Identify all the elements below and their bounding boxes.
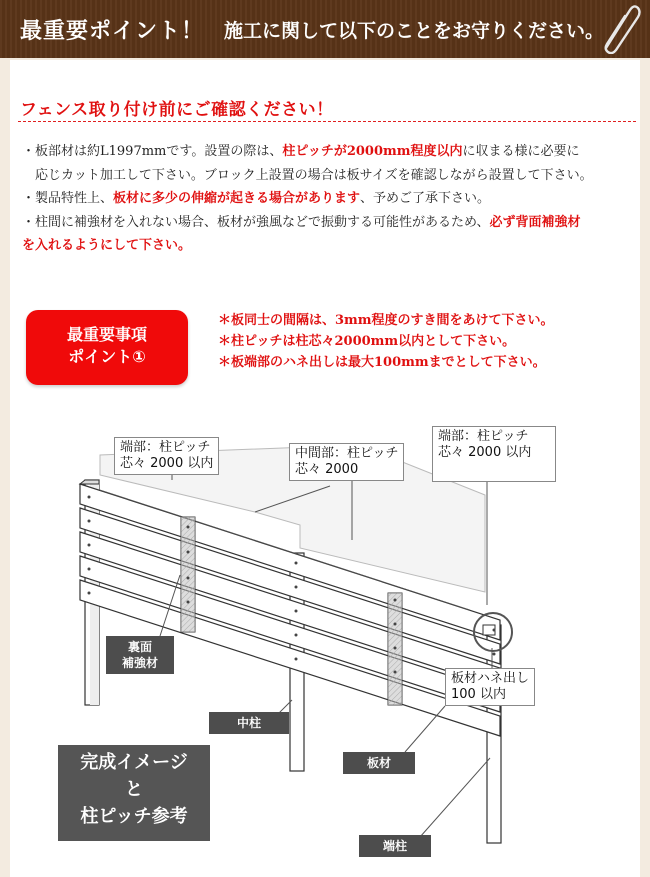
bullet-line: ・板部材は約L1997mmです。設置の際は、柱ピッチが2000mm程度以内に収まる様に必要に (22, 144, 580, 159)
confirm-heading: フェンス取り付け前にご確認ください！ (20, 100, 334, 120)
bullet-line: ・製品特性上、板材に多少の伸縮が起きる場合があります、予めご了承下さい。 (22, 191, 491, 206)
label-board-overhang: 板材ハネ出し 100 以内 (445, 668, 535, 706)
bullet-line: ・柱間に補強材を入れない場合、板材が強風などで振動する可能性があるため、必ず背面補強材 (22, 214, 581, 230)
paperclip-icon (592, 2, 642, 54)
label-middle-pitch: 中間部：柱ピッチ 芯々 2000 (289, 443, 404, 481)
important-notes (218, 310, 554, 373)
badge-line-2: ポイント① (68, 347, 146, 366)
bullet-line: 応じカット加工して下さい。ブロック上設置の場合は板サイズを確認しながら設置して下さい。 (22, 167, 593, 183)
important-badge (26, 310, 188, 385)
header-banner (0, 0, 650, 58)
tag-end-post: 端柱 (359, 835, 431, 857)
header-title: 最重要ポイント！ (20, 19, 205, 44)
note-item: ＊柱ピッチは柱芯々2000mm以内として下さい。 (218, 334, 516, 349)
header-subtitle: 施工に関して以下のことをお守りください。 (224, 20, 605, 42)
note-item: ＊板端部のハネ出しは最大100mmまでとして下さい。 (218, 355, 546, 370)
tag-middle-post: 中柱 (209, 712, 289, 734)
badge-line-1: 最重要事項 (66, 325, 147, 344)
label-end-pitch-left: 端部：柱ピッチ 芯々 2000 以内 (114, 437, 219, 475)
bullet-list (22, 140, 632, 258)
heading-divider (18, 121, 636, 122)
label-end-pitch-right: 端部：柱ピッチ 芯々 2000 以内 (432, 426, 556, 482)
completion-image-tag: 完成イメージ と 柱ピッチ参考 (58, 745, 210, 841)
note-item: ＊板同士の間隔は、3mm程度のすき間をあけて下さい。 (218, 313, 554, 328)
tag-board: 板材 (343, 752, 415, 774)
bullet-line: を入れるようにして下さい。 (22, 238, 192, 253)
tag-back-reinforcement: 裏面 補強材 (106, 636, 174, 674)
